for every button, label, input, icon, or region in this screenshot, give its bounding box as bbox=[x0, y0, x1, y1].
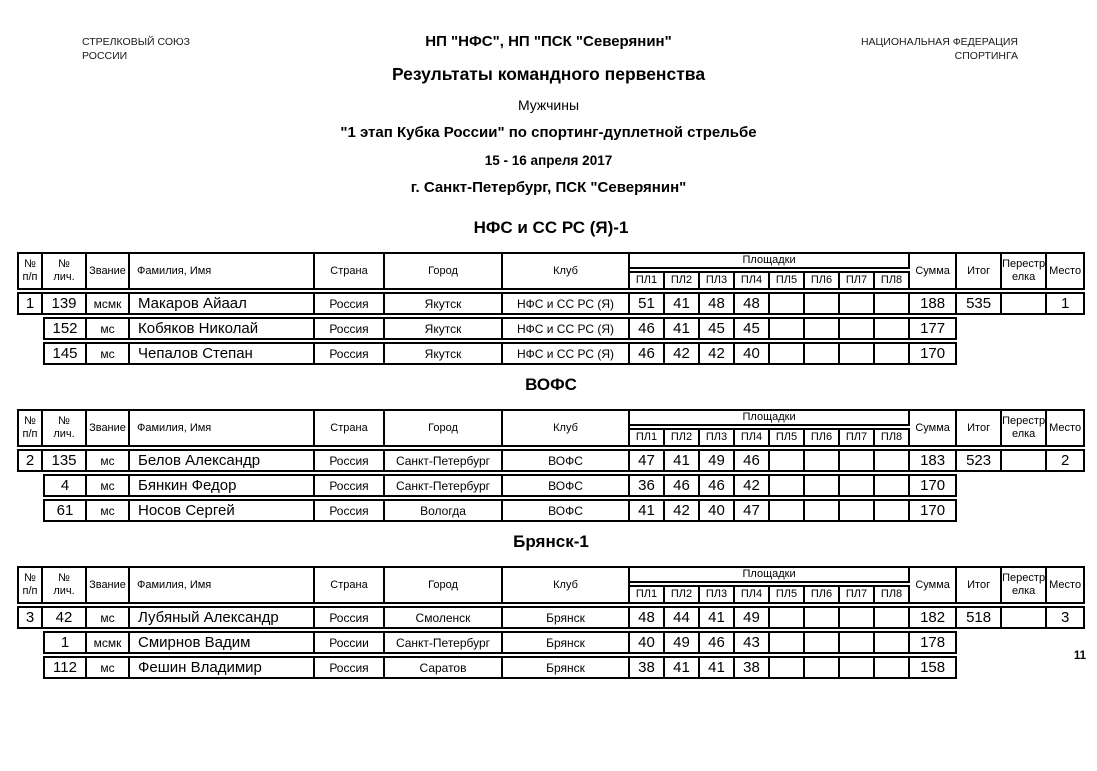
cell-rank: мс bbox=[87, 474, 130, 497]
cell-city: Якутск bbox=[385, 342, 503, 365]
results-table bbox=[17, 250, 1085, 367]
cell-country: Россия bbox=[315, 317, 385, 340]
cell-pl7 bbox=[840, 292, 875, 315]
cell-country: Россия bbox=[315, 474, 385, 497]
cell-rank: мс bbox=[87, 606, 130, 629]
cell-pl7 bbox=[840, 656, 875, 679]
table-row bbox=[17, 656, 1085, 679]
table-row bbox=[17, 292, 1085, 315]
col-header-total: Итог bbox=[957, 252, 1002, 290]
col-header-pl8: ПЛ8 bbox=[875, 585, 910, 604]
teams-container bbox=[0, 218, 1097, 681]
cell-after-sum-empty bbox=[957, 317, 1085, 340]
cell-shootoff bbox=[1002, 606, 1047, 629]
cell-city: Саратов bbox=[385, 656, 503, 679]
col-header-lich bbox=[43, 566, 87, 604]
cell-pp: 2 bbox=[17, 449, 43, 472]
col-header-lich-line2: лич. bbox=[53, 271, 75, 283]
cell-shootoff bbox=[1002, 292, 1047, 315]
cell-num: 139 bbox=[43, 292, 87, 315]
table-row bbox=[17, 342, 1085, 365]
cell-pl1: 41 bbox=[630, 499, 665, 522]
cell-city: Вологда bbox=[385, 499, 503, 522]
col-header-pl7: ПЛ7 bbox=[840, 271, 875, 290]
cell-pl6 bbox=[805, 606, 840, 629]
header-row-top bbox=[17, 566, 1085, 583]
col-header-sum: Сумма bbox=[910, 409, 957, 447]
results-table bbox=[17, 407, 1085, 524]
cell-pp-empty bbox=[17, 342, 43, 365]
cell-pl4: 40 bbox=[735, 342, 770, 365]
team-title: ВОФС bbox=[525, 375, 577, 394]
col-header-sum: Сумма bbox=[910, 252, 957, 290]
col-header-pp-line1: № bbox=[24, 258, 36, 271]
cell-name: Кобяков Николай bbox=[130, 317, 315, 340]
cell-pl4: 49 bbox=[735, 606, 770, 629]
cell-name: Белов Александр bbox=[130, 449, 315, 472]
cell-club: ВОФС bbox=[503, 499, 630, 522]
cell-name: Лубяный Александр bbox=[130, 606, 315, 629]
cell-city: Якутск bbox=[385, 292, 503, 315]
col-header-pl6: ПЛ6 bbox=[805, 585, 840, 604]
cell-pl2: 41 bbox=[665, 656, 700, 679]
col-header-ploshchadki: Площадки bbox=[630, 409, 910, 426]
col-header-pp bbox=[17, 252, 43, 290]
cell-pp: 3 bbox=[17, 606, 43, 629]
cell-pl5 bbox=[770, 342, 805, 365]
col-header-lich-line2: лич. bbox=[53, 585, 75, 597]
header-row-top bbox=[17, 409, 1085, 426]
cell-club: Брянск bbox=[503, 606, 630, 629]
cell-pl3: 46 bbox=[700, 631, 735, 654]
cell-num: 135 bbox=[43, 449, 87, 472]
team-section bbox=[17, 375, 1085, 524]
col-header-place: Место bbox=[1047, 566, 1085, 604]
col-header-city: Город bbox=[385, 409, 503, 447]
col-header-pp-line2: п/п bbox=[22, 271, 38, 283]
cell-pl6 bbox=[805, 656, 840, 679]
cell-club: Брянск bbox=[503, 631, 630, 654]
cell-pl3: 42 bbox=[700, 342, 735, 365]
cell-pl1: 48 bbox=[630, 606, 665, 629]
cell-pl3: 45 bbox=[700, 317, 735, 340]
team-section bbox=[17, 218, 1085, 367]
cell-pl4: 47 bbox=[735, 499, 770, 522]
col-header-pl1: ПЛ1 bbox=[630, 585, 665, 604]
col-header-pl3: ПЛ3 bbox=[700, 585, 735, 604]
cell-name: Смирнов Вадим bbox=[130, 631, 315, 654]
table-row bbox=[17, 317, 1085, 340]
cell-club: Брянск bbox=[503, 656, 630, 679]
col-header-pl2: ПЛ2 bbox=[665, 585, 700, 604]
cell-pp-empty bbox=[17, 499, 43, 522]
cell-pl4: 48 bbox=[735, 292, 770, 315]
cell-rank: мс bbox=[87, 449, 130, 472]
cell-pl5 bbox=[770, 474, 805, 497]
cell-pl1: 46 bbox=[630, 342, 665, 365]
event-line: "1 этап Кубка России" по спортинг-дуплетной стрельбе bbox=[340, 124, 757, 141]
cell-pl2: 41 bbox=[665, 449, 700, 472]
team-title: Брянск-1 bbox=[513, 532, 589, 551]
col-header-pl1: ПЛ1 bbox=[630, 428, 665, 447]
cell-sum: 182 bbox=[910, 606, 957, 629]
dates-line: 15 - 16 апреля 2017 bbox=[484, 153, 613, 168]
col-header-shootoff bbox=[1002, 566, 1047, 604]
cell-num: 61 bbox=[43, 499, 87, 522]
col-header-total: Итог bbox=[957, 409, 1002, 447]
cell-after-sum-empty bbox=[957, 656, 1085, 679]
cell-pl2: 42 bbox=[665, 499, 700, 522]
cell-city: Санкт-Петербург bbox=[385, 631, 503, 654]
cell-city: Якутск bbox=[385, 317, 503, 340]
cell-pl8 bbox=[875, 449, 910, 472]
cell-pl1: 36 bbox=[630, 474, 665, 497]
cell-pp: 1 bbox=[17, 292, 43, 315]
col-header-lich-line1: № bbox=[58, 258, 70, 271]
cell-pl6 bbox=[805, 317, 840, 340]
col-header-pp bbox=[17, 409, 43, 447]
cell-rank: мс bbox=[87, 342, 130, 365]
cell-name: Фешин Владимир bbox=[130, 656, 315, 679]
cell-club: НФС и СС РС (Я) bbox=[503, 342, 630, 365]
cell-pl4: 45 bbox=[735, 317, 770, 340]
col-header-city: Город bbox=[385, 566, 503, 604]
cell-sum: 170 bbox=[910, 499, 957, 522]
col-header-pl5: ПЛ5 bbox=[770, 428, 805, 447]
cell-total: 523 bbox=[957, 449, 1002, 472]
cell-sum: 158 bbox=[910, 656, 957, 679]
col-header-lich-line1: № bbox=[58, 415, 70, 428]
col-header-pl1: ПЛ1 bbox=[630, 271, 665, 290]
cell-shootoff bbox=[1002, 449, 1047, 472]
cell-name: Макаров Айаал bbox=[130, 292, 315, 315]
cell-pl8 bbox=[875, 474, 910, 497]
col-header-country: Страна bbox=[315, 566, 385, 604]
cell-place: 2 bbox=[1047, 449, 1085, 472]
cell-pl3: 40 bbox=[700, 499, 735, 522]
header-row-top bbox=[17, 252, 1085, 269]
cell-country: Россия bbox=[315, 499, 385, 522]
cell-pl2: 49 bbox=[665, 631, 700, 654]
cell-pl4: 43 bbox=[735, 631, 770, 654]
cell-pl1: 38 bbox=[630, 656, 665, 679]
col-header-pl2: ПЛ2 bbox=[665, 428, 700, 447]
col-header-place: Место bbox=[1047, 252, 1085, 290]
col-header-pl3: ПЛ3 bbox=[700, 428, 735, 447]
cell-pl5 bbox=[770, 317, 805, 340]
col-header-name: Фамилия, Имя bbox=[130, 566, 315, 604]
cell-city: Санкт-Петербург bbox=[385, 474, 503, 497]
cell-pl8 bbox=[875, 499, 910, 522]
cell-sum: 170 bbox=[910, 342, 957, 365]
cell-num: 42 bbox=[43, 606, 87, 629]
cell-pl2: 42 bbox=[665, 342, 700, 365]
cell-place: 3 bbox=[1047, 606, 1085, 629]
col-header-rank: Звание bbox=[87, 409, 130, 447]
cell-pl5 bbox=[770, 656, 805, 679]
cell-pl5 bbox=[770, 606, 805, 629]
cell-num: 152 bbox=[43, 317, 87, 340]
cell-rank: мс bbox=[87, 656, 130, 679]
col-header-shootoff-line1: Перестр bbox=[1002, 572, 1046, 585]
cell-pl7 bbox=[840, 631, 875, 654]
col-header-pl5: ПЛ5 bbox=[770, 271, 805, 290]
col-header-total: Итог bbox=[957, 566, 1002, 604]
cell-after-sum-empty bbox=[957, 631, 1085, 654]
col-header-country: Страна bbox=[315, 409, 385, 447]
col-header-rank: Звание bbox=[87, 566, 130, 604]
cell-pl8 bbox=[875, 342, 910, 365]
org-right-line2: СПОРТИНГА bbox=[954, 49, 1018, 62]
cell-total: 518 bbox=[957, 606, 1002, 629]
org-right-line1: НАЦИОНАЛЬНАЯ ФЕДЕРАЦИЯ bbox=[860, 36, 1018, 48]
cell-pl1: 46 bbox=[630, 317, 665, 340]
cell-pl3: 41 bbox=[700, 656, 735, 679]
table-row bbox=[17, 449, 1085, 472]
cell-pl8 bbox=[875, 606, 910, 629]
cell-after-sum-empty bbox=[957, 342, 1085, 365]
col-header-lich-line1: № bbox=[58, 572, 70, 585]
cell-name: Бянкин Федор bbox=[130, 474, 315, 497]
cell-after-sum-empty bbox=[957, 499, 1085, 522]
cell-pl2: 41 bbox=[665, 292, 700, 315]
col-header-city: Город bbox=[385, 252, 503, 290]
col-header-pl7: ПЛ7 bbox=[840, 585, 875, 604]
cell-pl7 bbox=[840, 449, 875, 472]
cell-pl4: 38 bbox=[735, 656, 770, 679]
col-header-shootoff-line2: елка bbox=[1011, 271, 1036, 283]
cell-place: 1 bbox=[1047, 292, 1085, 315]
cell-name: Чепалов Степан bbox=[130, 342, 315, 365]
col-header-lich-line2: лич. bbox=[53, 428, 75, 440]
org-center: НП "НФС", НП "ПСК "Северянин" bbox=[425, 33, 672, 50]
cell-pl7 bbox=[840, 474, 875, 497]
cell-rank: мс bbox=[87, 317, 130, 340]
results-table bbox=[17, 564, 1085, 681]
col-header-shootoff bbox=[1002, 409, 1047, 447]
col-header-rank: Звание bbox=[87, 252, 130, 290]
col-header-sum: Сумма bbox=[910, 566, 957, 604]
cell-pl8 bbox=[875, 292, 910, 315]
cell-rank: мсмк bbox=[87, 292, 130, 315]
col-header-shootoff-line1: Перестр bbox=[1002, 415, 1046, 428]
cell-num: 1 bbox=[43, 631, 87, 654]
cell-country: Россия bbox=[315, 606, 385, 629]
cell-country: России bbox=[315, 631, 385, 654]
cell-city: Санкт-Петербург bbox=[385, 449, 503, 472]
category-line: Мужчины bbox=[517, 97, 580, 113]
col-header-pl8: ПЛ8 bbox=[875, 271, 910, 290]
cell-pl1: 51 bbox=[630, 292, 665, 315]
col-header-shootoff bbox=[1002, 252, 1047, 290]
table-row bbox=[17, 474, 1085, 497]
cell-country: Россия bbox=[315, 656, 385, 679]
cell-pl1: 40 bbox=[630, 631, 665, 654]
org-left-line1: СТРЕЛКОВЫЙ СОЮЗ bbox=[82, 36, 190, 48]
table-row bbox=[17, 499, 1085, 522]
cell-sum: 170 bbox=[910, 474, 957, 497]
cell-city: Смоленск bbox=[385, 606, 503, 629]
table-row bbox=[17, 631, 1085, 654]
col-header-pl2: ПЛ2 bbox=[665, 271, 700, 290]
cell-pl7 bbox=[840, 342, 875, 365]
cell-pl2: 46 bbox=[665, 474, 700, 497]
col-header-country: Страна bbox=[315, 252, 385, 290]
cell-pp-empty bbox=[17, 656, 43, 679]
cell-pl8 bbox=[875, 631, 910, 654]
venue-line: г. Санкт-Петербург, ПСК "Северянин" bbox=[410, 179, 687, 196]
cell-pl3: 41 bbox=[700, 606, 735, 629]
col-header-pp bbox=[17, 566, 43, 604]
cell-sum: 188 bbox=[910, 292, 957, 315]
col-header-pl8: ПЛ8 bbox=[875, 428, 910, 447]
cell-pl7 bbox=[840, 606, 875, 629]
col-header-pl4: ПЛ4 bbox=[735, 428, 770, 447]
cell-rank: мсмк bbox=[87, 631, 130, 654]
col-header-pp-line1: № bbox=[24, 415, 36, 428]
col-header-ploshchadki: Площадки bbox=[630, 566, 910, 583]
col-header-club: Клуб bbox=[503, 252, 630, 290]
cell-pl6 bbox=[805, 631, 840, 654]
col-header-club: Клуб bbox=[503, 409, 630, 447]
col-header-place: Место bbox=[1047, 409, 1085, 447]
cell-pl6 bbox=[805, 499, 840, 522]
cell-pl7 bbox=[840, 499, 875, 522]
cell-sum: 178 bbox=[910, 631, 957, 654]
cell-pl4: 46 bbox=[735, 449, 770, 472]
cell-pl1: 47 bbox=[630, 449, 665, 472]
cell-pl4: 42 bbox=[735, 474, 770, 497]
col-header-pp-line2: п/п bbox=[22, 428, 38, 440]
col-header-club: Клуб bbox=[503, 566, 630, 604]
col-header-pl6: ПЛ6 bbox=[805, 428, 840, 447]
cell-pl5 bbox=[770, 449, 805, 472]
cell-pl3: 48 bbox=[700, 292, 735, 315]
cell-pl5 bbox=[770, 499, 805, 522]
cell-pl3: 46 bbox=[700, 474, 735, 497]
cell-pl5 bbox=[770, 292, 805, 315]
cell-pl6 bbox=[805, 449, 840, 472]
team-section bbox=[17, 532, 1085, 681]
col-header-name: Фамилия, Имя bbox=[130, 409, 315, 447]
col-header-lich bbox=[43, 409, 87, 447]
cell-pp-empty bbox=[17, 631, 43, 654]
masthead bbox=[0, 0, 1097, 218]
col-header-pl5: ПЛ5 bbox=[770, 585, 805, 604]
cell-pl3: 49 bbox=[700, 449, 735, 472]
cell-rank: мс bbox=[87, 499, 130, 522]
cell-after-sum-empty bbox=[957, 474, 1085, 497]
cell-sum: 177 bbox=[910, 317, 957, 340]
cell-pl6 bbox=[805, 342, 840, 365]
cell-pl8 bbox=[875, 656, 910, 679]
cell-pp-empty bbox=[17, 474, 43, 497]
document-title: Результаты командного первенства bbox=[391, 64, 706, 84]
col-header-name: Фамилия, Имя bbox=[130, 252, 315, 290]
col-header-pl7: ПЛ7 bbox=[840, 428, 875, 447]
col-header-pl3: ПЛ3 bbox=[700, 271, 735, 290]
col-header-ploshchadki: Площадки bbox=[630, 252, 910, 269]
cell-num: 112 bbox=[43, 656, 87, 679]
col-header-pl4: ПЛ4 bbox=[735, 585, 770, 604]
cell-pl2: 44 bbox=[665, 606, 700, 629]
team-title: НФС и СС РС (Я)-1 bbox=[473, 218, 629, 237]
cell-pl7 bbox=[840, 317, 875, 340]
cell-pl6 bbox=[805, 474, 840, 497]
cell-pl5 bbox=[770, 631, 805, 654]
col-header-pp-line2: п/п bbox=[22, 585, 38, 597]
cell-club: ВОФС bbox=[503, 474, 630, 497]
cell-pl6 bbox=[805, 292, 840, 315]
col-header-pl4: ПЛ4 bbox=[735, 271, 770, 290]
cell-club: НФС и СС РС (Я) bbox=[503, 292, 630, 315]
cell-country: Россия bbox=[315, 449, 385, 472]
col-header-shootoff-line1: Перестр bbox=[1002, 258, 1046, 271]
cell-club: НФС и СС РС (Я) bbox=[503, 317, 630, 340]
cell-sum: 183 bbox=[910, 449, 957, 472]
cell-pl2: 41 bbox=[665, 317, 700, 340]
table-row bbox=[17, 606, 1085, 629]
col-header-lich bbox=[43, 252, 87, 290]
cell-name: Носов Сергей bbox=[130, 499, 315, 522]
cell-total: 535 bbox=[957, 292, 1002, 315]
org-left-line2: РОССИИ bbox=[82, 49, 128, 62]
cell-num: 4 bbox=[43, 474, 87, 497]
page-number: 11 bbox=[1073, 650, 1086, 662]
col-header-shootoff-line2: елка bbox=[1011, 428, 1036, 440]
col-header-pl6: ПЛ6 bbox=[805, 271, 840, 290]
cell-num: 145 bbox=[43, 342, 87, 365]
col-header-pp-line1: № bbox=[24, 572, 36, 585]
col-header-shootoff-line2: елка bbox=[1011, 585, 1036, 597]
cell-pl8 bbox=[875, 317, 910, 340]
cell-club: ВОФС bbox=[503, 449, 630, 472]
cell-country: Россия bbox=[315, 342, 385, 365]
cell-pp-empty bbox=[17, 317, 43, 340]
cell-country: Россия bbox=[315, 292, 385, 315]
